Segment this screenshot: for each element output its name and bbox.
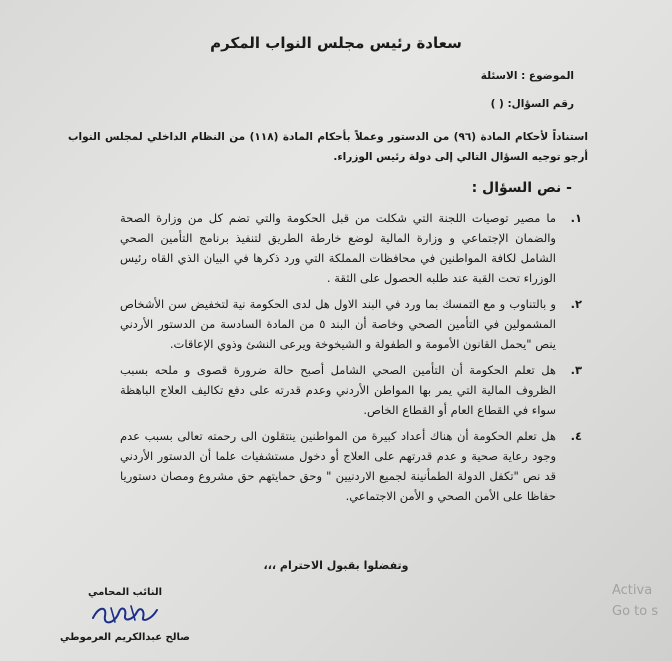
question-item <box>120 294 582 354</box>
question-item-text: و بالتناوب و مع التمسك بما ورد في البند الاول هل لدى الحكومة نية لتخفيض سن الأشخاص المشمولين في التأمين الصحي وخاصة أن البند ٥ من المادة السادسة من الدستور الأردني ينص "يحمل القانون الأمومة و الطفولة و الشيخوخة ويرعى النشئ وذوي الإعاقات. <box>120 297 556 351</box>
closing-line: وتفضلوا بقبول الاحترام ،،، <box>263 559 409 572</box>
signature-title: النائب المحامي <box>88 587 162 598</box>
signature-name: صالح عبدالكريم العرموطي <box>60 632 190 643</box>
question-item <box>120 426 582 506</box>
question-item-number: ١. <box>570 211 582 225</box>
question-item-text: هل تعلم الحكومة أن هناك أعداد كبيرة من المواطنين ينتقلون الى رحمته تعالى بسبب عدم وجود رعاية صحية و عدم قدرتهم على العلاج أو دخول مستشفيات علما أن الدستور الأردني قد نص "تكفل الدولة الطمأنينة لجميع الاردنيين " وحق حمايتهم حق مشروع ومصان دستوريا حفاظا على الأمن الصحي و الأمن الاجتماعي. <box>120 429 556 503</box>
question-item <box>120 360 582 420</box>
signature-block <box>50 587 200 643</box>
windows-activation-watermark <box>612 580 658 622</box>
question-item-number: ٤. <box>570 429 582 443</box>
question-item-text: ما مصير توصيات اللجنة التي شكلت من قبل الحكومة والتي تضم كل من وزارة الصحة والضمان الإجتماعي و وزارة المالية لوضع خارطة الطريق لتنفيذ برنامج التأمين الصحي الشامل لكافة المواطنين في محافظات المملكة التي ورد ذكرها في البيان الذي القاه رئيس الوزراء تحت القبة عند طلبه الحصول على الثقة . <box>120 211 556 285</box>
question-heading: - نص السؤال : <box>471 180 572 196</box>
question-item-number: ٢. <box>570 297 582 311</box>
addressee-header: سعادة رئيس مجلس النواب المكرم <box>210 34 462 52</box>
question-item <box>120 208 582 288</box>
intro-paragraph: استناداً لأحكام المادة (٩٦) من الدستور وعملاً بأحكام المادة (١١٨) من النظام الداخلي لمجلس النواب أرجو توجيه السؤال التالي إلى دولة رئيس الوزراء. <box>68 131 588 163</box>
watermark-line-1: Activa <box>612 583 653 598</box>
subject-line: الموضوع : الاسئلة <box>480 70 574 82</box>
watermark-line-2: Go to s <box>612 604 659 619</box>
question-number-line: رقم السؤال: ( ) <box>490 98 574 110</box>
handwritten-signature <box>85 600 165 628</box>
question-item-number: ٣. <box>570 363 582 377</box>
question-item-text: هل تعلم الحكومة أن التأمين الصحي الشامل أصبح حالة ضرورة قصوى و ملحه بسبب الظروف المالية التي يمر بها المواطن الأردني وعدم قدرته على دفع تكاليف العلاج الباهظة سواء في القطاع العام أو القطاع الخاص. <box>120 363 556 417</box>
question-list <box>120 208 582 512</box>
